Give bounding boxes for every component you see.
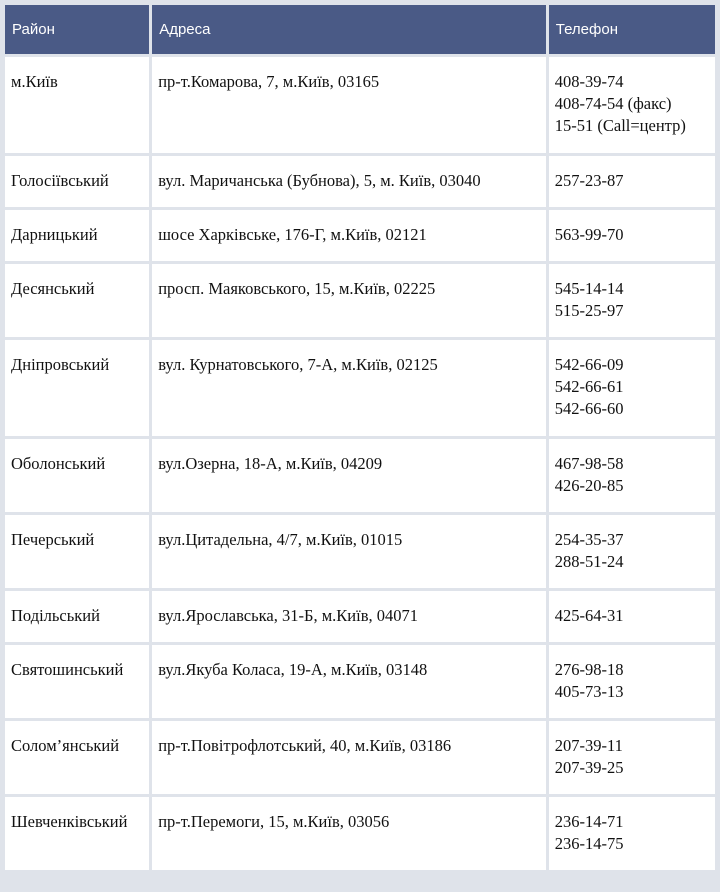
phone-number: 236-14-75: [554, 834, 624, 853]
phone-number: 425-64-31: [554, 606, 624, 625]
table-row: [5, 156, 715, 207]
district-cell: Святошинський: [5, 645, 149, 718]
district-offices-table: [2, 2, 718, 873]
phone-number: 542-66-61: [554, 377, 624, 396]
address-cell: просп. Маяковського, 15, м.Київ, 02225: [152, 264, 546, 337]
phone-number: 467-98-58: [554, 454, 624, 473]
phone-number: 545-14-14: [554, 279, 624, 298]
phone-number: 563-99-70: [554, 225, 624, 244]
phone-cell: [549, 797, 715, 870]
phone-number: 515-25-97: [554, 301, 624, 320]
table-row: [5, 210, 715, 261]
phone-cell: [549, 156, 715, 207]
phone-cell: [549, 210, 715, 261]
table-row: [5, 264, 715, 337]
table-row: [5, 439, 715, 512]
address-cell: вул.Ярославська, 31-Б, м.Київ, 04071: [152, 591, 546, 642]
phone-cell: [549, 57, 715, 153]
address-cell: вул.Цитадельна, 4/7, м.Київ, 01015: [152, 515, 546, 588]
table-row: [5, 515, 715, 588]
phone-number: 408-74-54 (факс): [554, 94, 672, 113]
district-cell: Дніпровський: [5, 340, 149, 436]
table-row: [5, 797, 715, 870]
table-row: [5, 645, 715, 718]
address-cell: пр-т.Перемоги, 15, м.Київ, 03056: [152, 797, 546, 870]
phone-cell: [549, 721, 715, 794]
table-row: [5, 57, 715, 153]
phone-cell: [549, 591, 715, 642]
phone-cell: [549, 264, 715, 337]
phone-number: 15-51 (Call=центр): [554, 116, 686, 135]
district-cell: Голосіївський: [5, 156, 149, 207]
table-row: [5, 591, 715, 642]
phone-cell: [549, 645, 715, 718]
phone-cell: [549, 340, 715, 436]
phone-number: 257-23-87: [554, 171, 624, 190]
header-district: Район: [5, 5, 149, 54]
phone-cell: [549, 439, 715, 512]
district-cell: м.Київ: [5, 57, 149, 153]
header-address: Адреса: [152, 5, 546, 54]
phone-number: 288-51-24: [554, 552, 624, 571]
district-cell: Подільський: [5, 591, 149, 642]
phone-cell: [549, 515, 715, 588]
header-phone: Телефон: [549, 5, 715, 54]
phone-number: 236-14-71: [554, 812, 624, 831]
phone-number: 405-73-13: [554, 682, 624, 701]
district-cell: Дарницький: [5, 210, 149, 261]
phone-number: 276-98-18: [554, 660, 624, 679]
table-header: [5, 5, 715, 54]
address-cell: вул.Якуба Коласа, 19-А, м.Київ, 03148: [152, 645, 546, 718]
phone-number: 207-39-11: [554, 736, 623, 755]
header-row: [5, 5, 715, 54]
district-cell: Солом’янський: [5, 721, 149, 794]
phone-number: 254-35-37: [554, 530, 624, 549]
phone-number: 408-39-74: [554, 72, 624, 91]
phone-number: 426-20-85: [554, 476, 624, 495]
district-cell: Печерський: [5, 515, 149, 588]
district-cell: Оболонський: [5, 439, 149, 512]
phone-number: 207-39-25: [554, 758, 624, 777]
phone-number: 542-66-60: [554, 399, 624, 418]
table-row: [5, 721, 715, 794]
table-body: [5, 57, 715, 870]
address-cell: пр-т.Повітрофлотський, 40, м.Київ, 03186: [152, 721, 546, 794]
table-row: [5, 340, 715, 436]
address-cell: вул. Курнатовського, 7-А, м.Київ, 02125: [152, 340, 546, 436]
district-cell: Десянський: [5, 264, 149, 337]
phone-number: 542-66-09: [554, 355, 624, 374]
address-cell: пр-т.Комарова, 7, м.Київ, 03165: [152, 57, 546, 153]
district-cell: Шевченківський: [5, 797, 149, 870]
address-cell: вул. Маричанська (Бубнова), 5, м. Київ, 03040: [152, 156, 546, 207]
address-cell: вул.Озерна, 18-А, м.Київ, 04209: [152, 439, 546, 512]
address-cell: шосе Харківське, 176-Г, м.Київ, 02121: [152, 210, 546, 261]
